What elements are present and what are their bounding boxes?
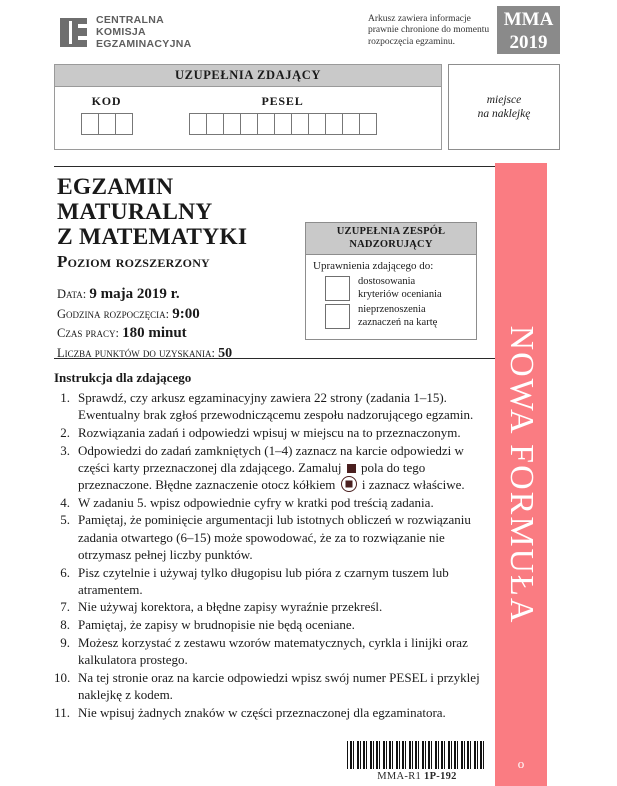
pesel-cell[interactable] [257,113,275,135]
exam-code-badge [497,6,560,54]
pesel-cell[interactable] [308,113,326,135]
exam-meta-row [57,344,307,364]
logo-line-1: CENTRALNA [96,14,165,26]
candidate-section [54,64,442,150]
supervisor-heading-line-1: UZUPEŁNIA ZESPÓŁ [336,226,446,237]
exam-meta-list [57,285,307,363]
instruction-number: 10. [54,669,71,685]
pesel-cell[interactable] [223,113,241,135]
instruction-item [54,634,486,668]
permission-label: nieprzenoszenia zaznaczeń na kartę [358,304,438,328]
exam-title-block [57,175,307,363]
instructions-list [54,389,486,721]
logo-line-3: EGZAMINACYJNA [96,37,192,50]
exam-meta-label: Data: [57,287,90,301]
permission-row [313,304,469,329]
permission-checkbox[interactable] [325,304,350,329]
instruction-text: Na tej stronie oraz na karcie odpowiedzi wpisz swój numer PESEL i przyklej naklejkę z kodem. [78,669,480,702]
instruction-number: 6. [60,564,70,580]
pesel-cell[interactable] [342,113,360,135]
instructions-title: Instrukcja dla zdającego [54,370,192,385]
instruction-number: 3. [60,442,70,458]
instruction-number: 4. [60,494,70,510]
instruction-number: 1. [60,390,70,405]
instruction-text: Możesz korzystać z zestawu wzorów matematycznych, cyrkla i linijki oraz kalkulatora prostego. [78,634,468,668]
pesel-field-group [189,94,376,135]
instruction-number: 11. [54,704,70,720]
exam-meta-value: 50 [218,345,233,361]
instruction-item [54,511,486,563]
exam-meta-row [57,285,307,305]
supervisor-section [305,222,477,340]
instruction-item [54,669,486,703]
sticker-line-1: miejsce [486,94,522,106]
instruction-item [54,616,486,633]
circled-square-icon [341,476,357,492]
candidate-section-heading: UZUPEŁNIA ZDAJĄCY [55,65,441,87]
instruction-number: 5. [60,512,70,528]
instruction-text: Nie używaj korektora, a błędne zapisy wyraźnie przekreśl. [78,599,383,615]
logo-line-2: KOMISJA [96,25,146,38]
pesel-input[interactable] [189,113,376,135]
sticker-line-2: na naklejkę [477,108,531,120]
instruction-item [54,424,486,441]
instruction-text: Rozwiązania zadań i odpowiedzi wpisuj w miejscu na to przeznaczonym. [78,424,461,440]
nowa-formula-band [495,163,547,786]
pesel-cell[interactable] [206,113,224,135]
instruction-number: 9. [60,634,70,650]
barcode-label-code: 1P-192 [424,771,457,782]
instruction-item [54,704,486,721]
exam-meta-label: Liczba punktów do uzyskania: [57,345,219,360]
barcode-label-main: MMA-R1 [377,771,422,782]
sticker-placeholder [448,64,560,150]
exam-meta-label: Godzina rozpoczęcia: [57,306,173,321]
barcode-label [347,771,487,782]
pesel-cell[interactable] [291,113,309,135]
supervisor-heading-line-2: NADZORUJĄCY [349,238,433,250]
badge-code: MMA [503,9,554,30]
permission-row [313,276,469,301]
instruction-number: 7. [60,599,70,615]
copyright-notice: Arkusz zawiera informacje prawnie chronione do momentu rozpoczęcia egzaminu. [368,14,490,47]
pesel-label: PESEL [261,94,304,108]
exam-title-line-1: EGZAMIN MATURALNY [57,174,213,225]
kod-cell[interactable] [81,113,99,135]
barcode-image [347,741,485,769]
instruction-text: Pisz czytelnie i używaj tylko długopisu lub pióra z czarnym tuszem lub atramentem. [78,564,449,597]
pesel-cell[interactable] [240,113,258,135]
exam-meta-row [57,324,307,344]
instruction-item [54,389,486,423]
exam-meta-label: Czas pracy: [57,326,123,340]
permission-checkbox[interactable] [325,276,350,301]
permission-label: dostosowania kryteriów oceniania [358,276,442,300]
instruction-item [54,564,486,598]
kod-cell[interactable] [115,113,133,135]
instruction-text: Pamiętaj, że zapisy w brudnopisie nie będą oceniane. [78,617,355,633]
supervisor-heading [306,223,476,255]
kod-input[interactable] [81,113,132,135]
instruction-text: Nie wpisuj żadnych znaków w części przeznaczonej dla egzaminatora. [78,704,446,720]
exam-title-line-2: Z MATEMATYKI [57,224,248,250]
instruction-text: Odpowiedzi do zadań zamkniętych (1–4) zaznacz na karcie odpowiedzi w części karty przeznaczonej dla zdającego. Zamaluj pola do tego przeznaczone. Błędne zaznaczenie otocz kółkiem i zaznacz właściwe. [78,442,465,493]
kod-cell[interactable] [98,113,116,135]
instruction-text: W zadaniu 5. wpisz odpowiednie cyfry w kratki pod treścią zadania. [78,494,434,510]
exam-meta-value: 9 maja 2019 r. [89,286,180,302]
badge-year: 2019 [509,32,548,53]
barcode-block [347,741,487,782]
pesel-cell[interactable] [325,113,343,135]
divider-top [54,166,495,167]
exam-meta-value: 9:00 [172,305,200,322]
pesel-cell[interactable] [189,113,207,135]
instruction-text: Sprawdź, czy arkusz egzaminacyjny zawiera 22 strony (zadania 1–15). Ewentualny brak zgłoś przewodniczącemu zespołu nadzorującego egzamin. [78,390,474,423]
band-circle-mark: o [517,756,525,771]
instruction-item [54,598,486,615]
cke-logo-text [96,15,192,50]
nowa-formula-label: NOWA FORMUŁA [503,325,540,624]
instruction-text: Pamiętaj, że pominięcie argumentacji lub istotnych obliczeń w rozwiązaniu zadania otwartego (6–15) może spowodować, że za to rozwiązanie nie otrzymasz pełnej liczby punktów. [78,512,471,562]
permission-list [313,276,469,329]
instruction-item [54,442,486,494]
supervisor-lead-text: Uprawnienia zdającego do: [313,260,434,272]
pesel-cell[interactable] [274,113,292,135]
instruction-number: 8. [60,617,70,633]
cke-logo-icon [60,18,87,47]
exam-meta-row [57,305,307,325]
exam-meta-value: 180 minut [122,325,187,341]
page-header [0,0,617,62]
exam-level: Poziom rozszerzony [57,252,210,271]
pesel-cell[interactable] [359,113,377,135]
instruction-number: 2. [60,424,70,440]
kod-field-group [81,94,132,135]
filled-square-icon [347,464,356,473]
instruction-item [54,494,486,511]
cke-logo [60,15,192,50]
kod-label: KOD [91,94,122,108]
